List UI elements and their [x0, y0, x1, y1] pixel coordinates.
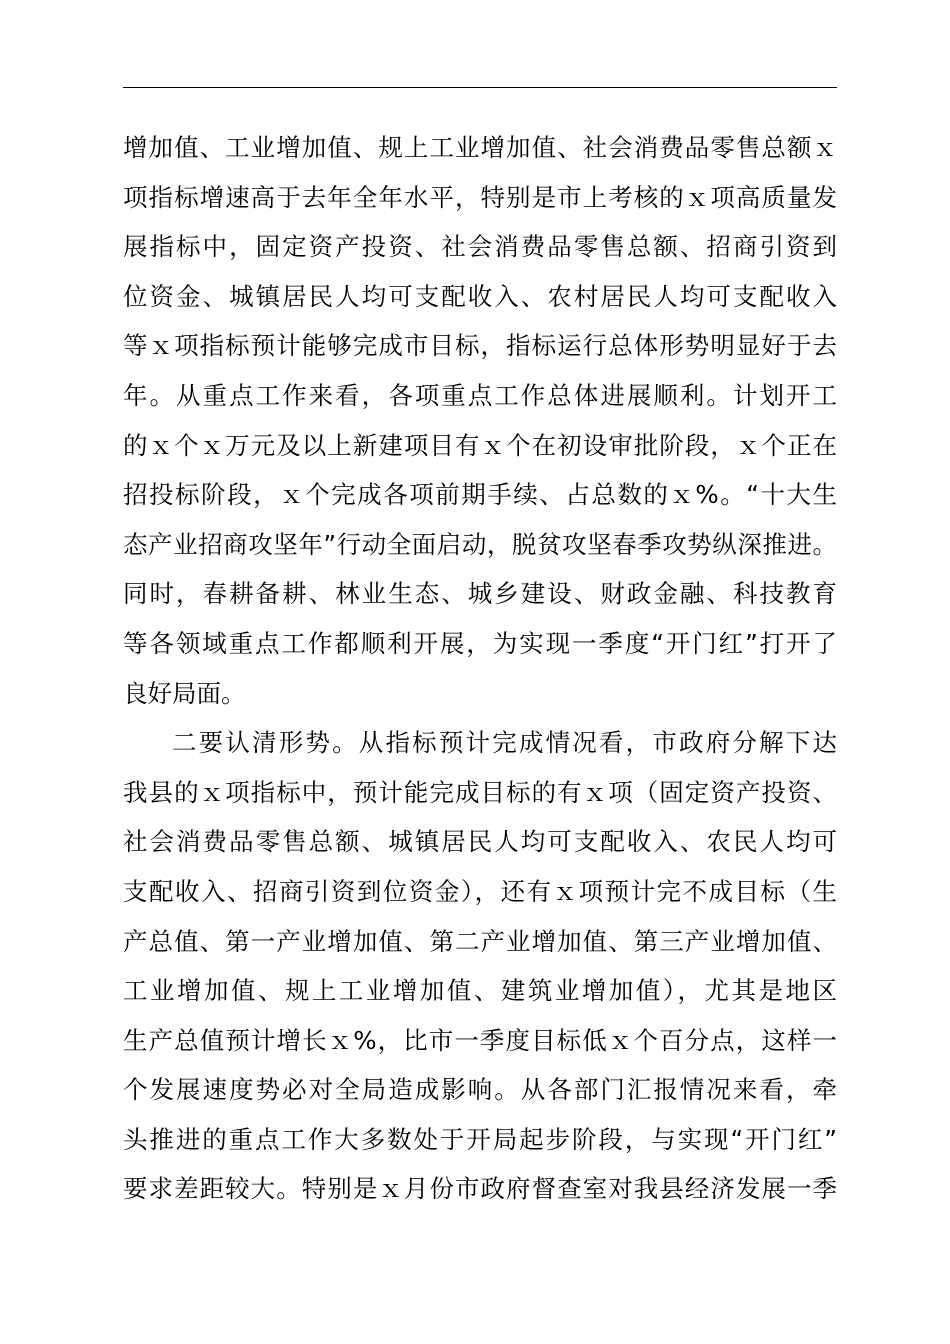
paragraph-line: 年。从重点工作来看，各项重点工作总体进展顺利。计划开工: [123, 380, 837, 410]
paragraph-line: 支配收入、招商引资到位资金），还有ｘ项预计完不成目标（生: [123, 876, 837, 906]
paragraph-line: 要求差距较大。特别是ｘ月份市政府督查室对我县经济发展一季: [123, 1174, 837, 1204]
paragraph-line: 良好局面。: [123, 678, 246, 708]
paragraph-line: 的ｘ个ｘ万元及以上新建项目有ｘ个在初设审批阶段，ｘ个正在: [123, 430, 837, 460]
paragraph-2: [123, 718, 837, 1214]
body-text: [123, 123, 837, 1214]
paragraph-line: 生产总值预计增长ｘ%，比市一季度目标低ｘ个百分点，这样一: [123, 1025, 837, 1055]
paragraph-line: 项指标增速高于去年全年水平，特别是市上考核的ｘ项高质量发: [123, 182, 837, 212]
paragraph-line: 态产业招商攻坚年”行动全面启动，脱贫攻坚春季攻势纵深推进。: [123, 529, 837, 559]
paragraph-1: [123, 123, 837, 718]
paragraph-line: 增加值、工业增加值、规上工业增加值、社会消费品零售总额ｘ: [123, 133, 837, 162]
paragraph-line: 社会消费品零售总额、城镇居民人均可支配收入、农民人均可: [123, 827, 837, 857]
paragraph-line: 位资金、城镇居民人均可支配收入、农村居民人均可支配收入: [123, 281, 837, 311]
paragraph-line: 等各领域重点工作都顺利开展，为实现一季度“开门红”打开了: [123, 628, 837, 658]
paragraph-line: 产总值、第一产业增加值、第二产业增加值、第三产业增加值、: [123, 926, 837, 956]
paragraph-line: 个发展速度势必对全局造成影响。从各部门汇报情况来看，牵: [123, 1075, 837, 1105]
paragraph-line: 我县的ｘ项指标中，预计能完成目标的有ｘ项（固定资产投资、: [123, 777, 837, 807]
paragraph-line: 工业增加值、规上工业增加值、建筑业增加值），尤其是地区: [123, 976, 837, 1006]
header-rule: [123, 87, 837, 88]
paragraph-line: 等ｘ项指标预计能够完成市目标，指标运行总体形势明显好于去: [123, 331, 837, 361]
paragraph-line: 展指标中，固定资产投资、社会消费品零售总额、招商引资到: [123, 232, 837, 262]
paragraph-line: 头推进的重点工作大多数处于开局起步阶段，与实现“开门红”: [123, 1124, 837, 1154]
paragraph-line: 二要认清形势。从指标预计完成情况看，市政府分解下达: [172, 728, 837, 758]
paragraph-line: 同时，春耕备耕、林业生态、城乡建设、财政金融、科技教育: [123, 579, 837, 609]
paragraph-line: 招投标阶段，ｘ个完成各项前期手续、占总数的ｘ%。“十大生: [123, 480, 837, 510]
